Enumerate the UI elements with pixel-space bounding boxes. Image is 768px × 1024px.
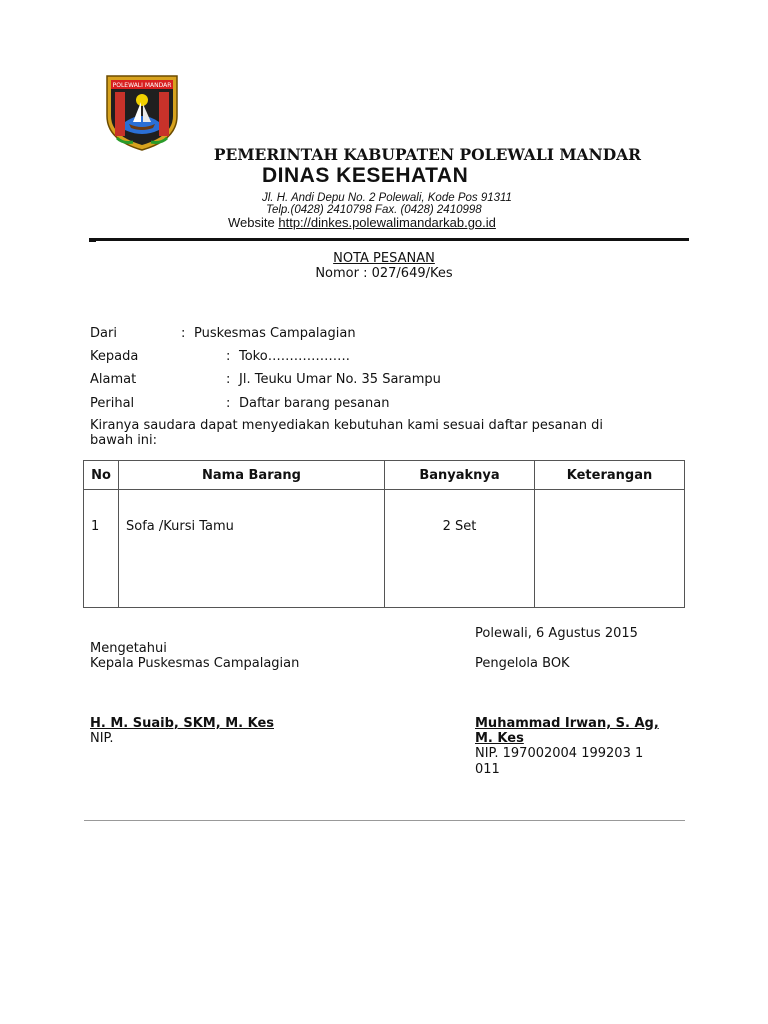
- field-sep-from: :: [181, 326, 186, 341]
- field-sep-address: :: [226, 372, 231, 387]
- field-value-from: Puskesmas Campalagian: [194, 326, 356, 341]
- cell-qty: 2 Set: [385, 490, 535, 608]
- left-signer-nip: NIP.: [90, 731, 114, 746]
- column-header-item: Nama Barang: [119, 461, 385, 490]
- field-label-address: Alamat: [90, 372, 137, 387]
- field-sep-to: :: [226, 349, 231, 364]
- address-line: Jl. H. Andi Depu No. 2 Polewali, Kode Pos 91311: [262, 192, 512, 204]
- field-label-from: Dari: [90, 326, 117, 341]
- right-signer-name-line1: Muhammad Irwan, S. Ag,: [475, 716, 659, 731]
- table-row: [84, 490, 685, 608]
- regency-emblem-logo: [103, 72, 181, 152]
- government-title: PEMERINTAH KABUPATEN POLEWALI MANDAR: [213, 145, 642, 164]
- acknowledged-label: Mengetahui: [90, 641, 167, 656]
- field-label-subject: Perihal: [90, 396, 135, 411]
- field-sep-subject: :: [226, 396, 231, 411]
- table-header-row: [84, 461, 685, 490]
- right-signer-role: Pengelola BOK: [475, 656, 570, 671]
- place-date: Polewali, 6 Agustus 2015: [475, 626, 638, 641]
- website-label: Website: [228, 215, 275, 230]
- footer-divider: [84, 820, 685, 821]
- right-signer-nip-line2: 011: [475, 762, 500, 777]
- left-signer-role: Kepala Puskesmas Campalagian: [90, 656, 300, 671]
- column-header-qty: Banyaknya: [385, 461, 535, 490]
- department-title: DINAS KESEHATAN: [262, 164, 469, 187]
- cell-item: Sofa /Kursi Tamu: [119, 490, 385, 608]
- left-signer-name: H. M. Suaib, SKM, M. Kes: [90, 716, 274, 731]
- cell-note: [535, 490, 685, 608]
- field-value-subject: Daftar barang pesanan: [239, 396, 390, 411]
- right-signer-nip-line1: NIP. 197002004 199203 1: [475, 746, 644, 761]
- field-value-address: Jl. Teuku Umar No. 35 Sarampu: [239, 372, 441, 387]
- logo-text: POLEWALI MANDAR: [112, 82, 172, 89]
- right-signer-name-line2: M. Kes: [475, 731, 524, 746]
- field-label-to: Kepada: [90, 349, 139, 364]
- intro-text-line2: bawah ini:: [90, 433, 158, 448]
- column-header-note: Keterangan: [535, 461, 685, 490]
- order-table: [83, 460, 685, 608]
- cell-no: 1: [84, 490, 119, 608]
- header-divider-mark: [89, 241, 96, 242]
- column-header-no: No: [84, 461, 119, 490]
- website-link[interactable]: http://dinkes.polewalimandarkab.go.id: [278, 215, 496, 230]
- field-value-to: Toko……………….: [239, 349, 350, 364]
- phone-fax-line: Telp.(0428) 2410798 Fax. (0428) 2410998: [266, 204, 482, 216]
- header-divider: [89, 238, 689, 241]
- intro-text-line1: Kiranya saudara dapat menyediakan kebutuhan kami sesuai daftar pesanan di: [90, 418, 604, 433]
- website-line: [228, 215, 496, 230]
- document-number: Nomor : 027/649/Kes: [315, 266, 453, 281]
- document-title: NOTA PESANAN: [333, 251, 435, 266]
